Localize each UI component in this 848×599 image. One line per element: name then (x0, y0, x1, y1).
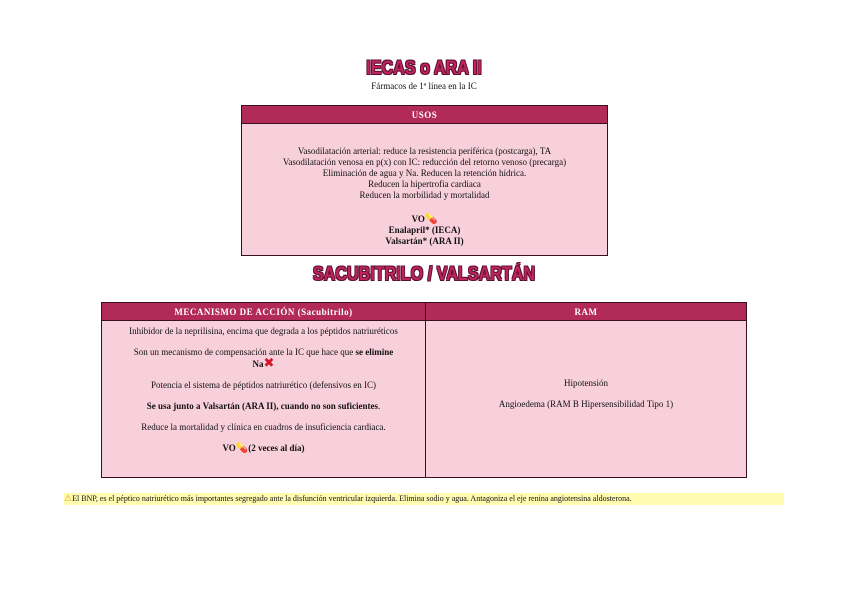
footnote (64, 493, 784, 505)
drug-valsartan: Valsartán* (ARA II) (385, 236, 464, 246)
usos-header: USOS (242, 106, 608, 124)
ram-item: Hipotensión (564, 378, 608, 388)
mechanism-p3: Potencia el sistema de péptidos natriurético (defensivos en IC) (151, 380, 376, 390)
usos-table (241, 105, 608, 256)
ram-cell (426, 321, 747, 478)
usos-line: Vasodilatación venosa en p(x) con IC: reducción del retorno venoso (precarga) (282, 157, 567, 167)
mechanism-header: MECANISMO DE ACCIÓN (Sacubitrilo) (102, 303, 426, 321)
section-title-sacubitrilo: SACUBITRILO / VALSARTÁN (312, 264, 536, 285)
cross-icon: ✖ (263, 356, 275, 371)
usos-cell (242, 124, 608, 256)
section-title-iecas: IECAS o ARA II (366, 58, 482, 79)
pill-icon: 💊 (424, 214, 438, 225)
usos-line: Eliminación de agua y Na. Reducen la retención hídrica. (322, 168, 527, 178)
ram-header: RAM (426, 303, 747, 321)
footnote-text: El BNP, es el péptico natriurético más importantes segregado ante la disfunción ventricular izquierda. Elimina sodio y agua. Antagoniza el eje renina angiotensina aldosterona. (72, 494, 632, 503)
vo-label: VO (411, 214, 425, 224)
section-subtitle: Fármacos de 1ª línea en la IC (371, 81, 477, 91)
warning-icon: ⚠ (64, 494, 73, 504)
mechanism-vo: VO💊(2 veces al día) (222, 443, 305, 454)
pill-icon: 💊 (235, 443, 249, 454)
mechanism-p1: Inhibidor de la neprilisina, encima que degrada a los péptidos natriuréticos (129, 326, 398, 336)
mechanism-p2: Son un mecanismo de compensación ante la IC que hace que se elimine Na✖ (133, 347, 394, 371)
sacubitrilo-table (101, 302, 747, 478)
mechanism-p5: Reduce la mortalidad y clínica en cuadros de insuficiencia cardiaca. (141, 422, 386, 432)
drug-enalapril: Enalapril* (IECA) (388, 225, 461, 235)
usos-line: Vasodilatación arterial: reduce la resistencia periférica (postcarga), TA (297, 146, 552, 156)
usos-line: Reducen la morbilidad y mortalidad (359, 190, 490, 200)
mechanism-p4: Se usa junto a Valsartán (ARA II), cuando no son suficientes. (146, 401, 381, 411)
ram-item: Angioedema (RAM B Hipersensibilidad Tipo 1) (498, 399, 674, 409)
usos-line: Reducen la hipertrofia cardiaca (368, 179, 481, 189)
mechanism-cell (102, 321, 426, 478)
